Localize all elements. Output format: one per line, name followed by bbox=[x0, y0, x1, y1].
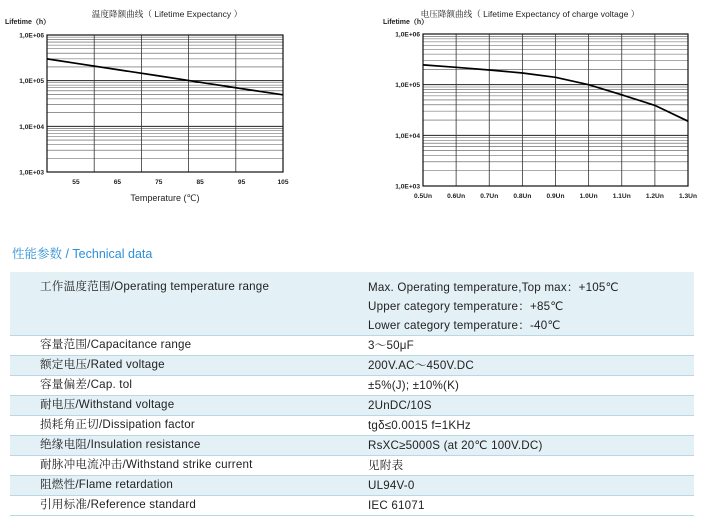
y-tick-label: 1,0E+06 bbox=[395, 31, 420, 39]
spec-row bbox=[10, 496, 694, 516]
spec-row bbox=[10, 376, 694, 396]
spec-row bbox=[10, 436, 694, 456]
spec-value-line: Upper category temperature：+85℃ bbox=[368, 300, 564, 313]
x-tick-label: 105 bbox=[277, 179, 289, 186]
y-tick-label: 1,0E+05 bbox=[395, 82, 420, 90]
spec-value bbox=[340, 336, 694, 356]
x-tick-label: 1.1Un bbox=[612, 193, 631, 200]
x-tick-label: 0.9Un bbox=[546, 193, 565, 200]
x-tick-label: 0.5Un bbox=[414, 193, 432, 200]
spec-label: 容量偏差/Cap. tol bbox=[10, 376, 340, 396]
y-axis-label: Lifetime（h） bbox=[5, 19, 51, 26]
spec-row bbox=[10, 356, 694, 376]
spec-value-line: Lower category temperature：-40℃ bbox=[368, 319, 561, 332]
spec-value bbox=[340, 496, 694, 516]
spec-value bbox=[340, 476, 694, 496]
x-tick-label: 75 bbox=[155, 179, 163, 186]
x-tick-label: 0.8Un bbox=[513, 193, 532, 200]
voltage-derating-plot bbox=[375, 0, 706, 215]
x-tick-label: 0.6Un bbox=[447, 193, 466, 200]
spec-value-line: Max. Operating temperature,Top max：+105℃ bbox=[368, 281, 619, 294]
spec-value bbox=[340, 396, 694, 416]
x-axis-label: Temperature (℃) bbox=[130, 193, 200, 203]
spec-value bbox=[340, 456, 694, 476]
spec-value bbox=[340, 376, 694, 396]
y-tick-label: 1,0E+06 bbox=[19, 32, 44, 40]
x-tick-label: 55 bbox=[72, 179, 80, 186]
spec-label: 损耗角正切/Dissipation factor bbox=[10, 416, 340, 436]
y-tick-label: 1,0E+03 bbox=[19, 169, 44, 177]
spec-value-line: 200V.AC～450V.DC bbox=[368, 359, 474, 372]
chart-title: 温度降额曲线（ Lifetime Expectancy ） bbox=[91, 9, 243, 19]
spec-value-line: ±5%(J); ±10%(K) bbox=[368, 379, 460, 392]
spec-row bbox=[10, 476, 694, 496]
y-tick-label: 1,0E+04 bbox=[19, 123, 44, 131]
x-tick-label: 85 bbox=[196, 179, 204, 186]
spec-label: 耐电压/Withstand voltage bbox=[10, 396, 340, 416]
spec-label: 容量范围/Capacitance range bbox=[10, 336, 340, 356]
section-title: 性能参数 / Technical data bbox=[12, 247, 153, 261]
spec-value-line: 见附表 bbox=[368, 459, 404, 472]
x-tick-label: 95 bbox=[237, 179, 246, 186]
spec-value bbox=[340, 272, 694, 336]
y-tick-label: 1,0E+04 bbox=[395, 132, 420, 140]
spec-value-line: RsXC≥5000S (at 20℃ 100V.DC) bbox=[368, 439, 543, 452]
y-axis-label: Lifetime（h） bbox=[383, 19, 429, 26]
x-tick-label: 1.3Un bbox=[679, 193, 697, 200]
temperature-derating-plot bbox=[0, 0, 300, 215]
y-tick-label: 1,0E+03 bbox=[395, 183, 420, 191]
spec-label: 引用标准/Reference standard bbox=[10, 496, 340, 516]
technical-data-table bbox=[10, 272, 694, 516]
spec-label: 绝缘电阻/Insulation resistance bbox=[10, 436, 340, 456]
spec-label: 阻燃性/Flame retardation bbox=[10, 476, 340, 496]
spec-value bbox=[340, 416, 694, 436]
spec-row bbox=[10, 456, 694, 476]
spec-row bbox=[10, 416, 694, 436]
plot-frame bbox=[47, 35, 283, 172]
spec-value-line: 3～50μF bbox=[368, 339, 414, 352]
spec-value-line: 2UnDC/10S bbox=[368, 399, 432, 412]
y-tick-label: 1,0E+05 bbox=[19, 78, 44, 86]
spec-value-line: IEC 61071 bbox=[368, 499, 425, 512]
spec-label: 耐脉冲电流冲击/Withstand strike current bbox=[10, 456, 340, 476]
spec-value-line: UL94V-0 bbox=[368, 479, 415, 492]
x-tick-label: 1.2Un bbox=[645, 193, 664, 200]
spec-value bbox=[340, 436, 694, 456]
spec-value-line: tgδ≤0.0015 f=1KHz bbox=[368, 419, 471, 432]
spec-label: 工作温度范围/Operating temperature range bbox=[10, 272, 340, 336]
chart-title: 电压降额曲线（ Lifetime Expectancy of charge voltage ） bbox=[420, 9, 640, 19]
temperature-derating-chart bbox=[0, 0, 300, 215]
spec-value bbox=[340, 356, 694, 376]
x-tick-label: 1.0Un bbox=[579, 193, 598, 200]
spec-label: 额定电压/Rated voltage bbox=[10, 356, 340, 376]
voltage-derating-chart bbox=[375, 0, 706, 215]
spec-row bbox=[10, 272, 694, 336]
series-line bbox=[47, 59, 283, 95]
spec-row bbox=[10, 336, 694, 356]
x-tick-label: 0.7Un bbox=[480, 193, 499, 200]
x-tick-label: 65 bbox=[113, 179, 122, 186]
spec-row bbox=[10, 396, 694, 416]
